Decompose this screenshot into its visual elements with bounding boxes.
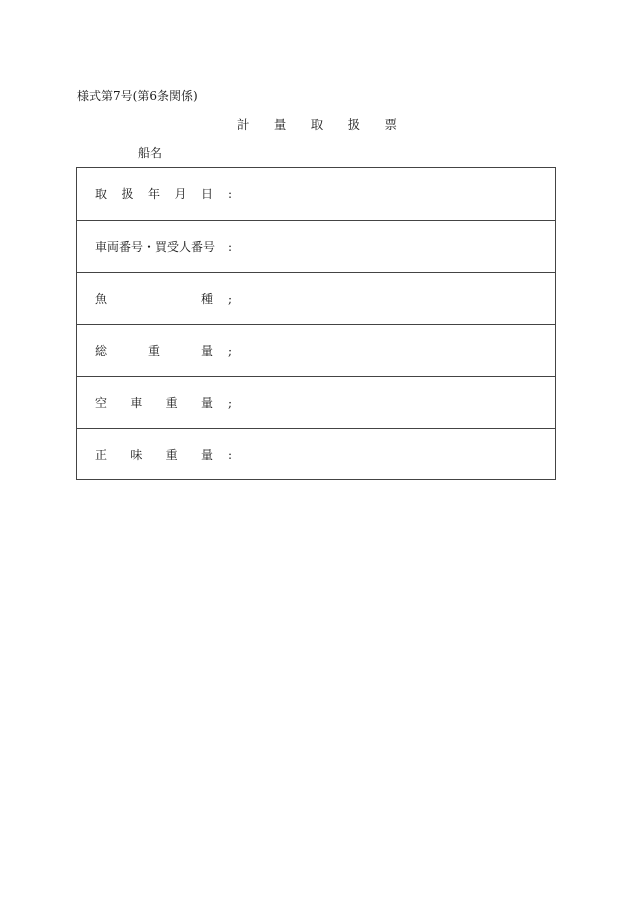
row-fish-species — [77, 272, 555, 324]
weighing-form-table — [76, 167, 556, 480]
row-handling-date — [77, 168, 555, 220]
title-char: 計 — [237, 117, 250, 132]
label-char: 年 — [147, 187, 160, 201]
title-char: 取 — [310, 117, 324, 132]
label-char: 重 — [147, 344, 160, 358]
row-vehicle-buyer-number — [77, 220, 555, 272]
title-char: 扱 — [347, 117, 361, 132]
label-char: 味 — [130, 448, 143, 462]
label-char: 量 — [200, 396, 213, 410]
row-colon: : — [228, 448, 233, 462]
title-char: 票 — [384, 117, 397, 132]
row-gross-weight — [77, 324, 555, 376]
label-text: 車両番号・買受人番号 — [95, 240, 216, 254]
form-number: 様式第7号(第6条関係) — [77, 89, 198, 103]
row-label — [95, 292, 213, 307]
label-char: 取 — [95, 187, 108, 201]
row-label — [95, 187, 213, 202]
label-char: 正 — [95, 448, 108, 462]
row-label — [95, 240, 216, 255]
row-net-weight — [77, 428, 555, 480]
row-colon: ; — [228, 344, 233, 358]
label-char: 種 — [200, 292, 213, 306]
label-char: 重 — [165, 448, 178, 462]
label-char: 空 — [95, 396, 108, 410]
label-char: 日 — [200, 187, 213, 201]
label-char: 扱 — [121, 187, 134, 201]
label-char: 量 — [200, 344, 213, 358]
label-char: 車 — [130, 396, 143, 410]
row-label — [95, 396, 213, 411]
row-label — [95, 344, 213, 359]
label-char: 重 — [165, 396, 178, 410]
row-colon: : — [228, 240, 233, 254]
row-colon: : — [228, 187, 233, 201]
row-colon: ; — [228, 396, 233, 410]
label-char: 総 — [95, 344, 108, 358]
title-char: 量 — [273, 117, 287, 132]
row-empty-vehicle-weight — [77, 376, 555, 428]
label-char: 魚 — [95, 292, 108, 306]
label-char: 量 — [200, 448, 213, 462]
label-char: 月 — [174, 187, 187, 201]
document-title — [237, 117, 397, 133]
vessel-name-label: 船名 — [138, 146, 163, 160]
row-colon: ; — [228, 292, 233, 306]
row-label — [95, 448, 213, 463]
